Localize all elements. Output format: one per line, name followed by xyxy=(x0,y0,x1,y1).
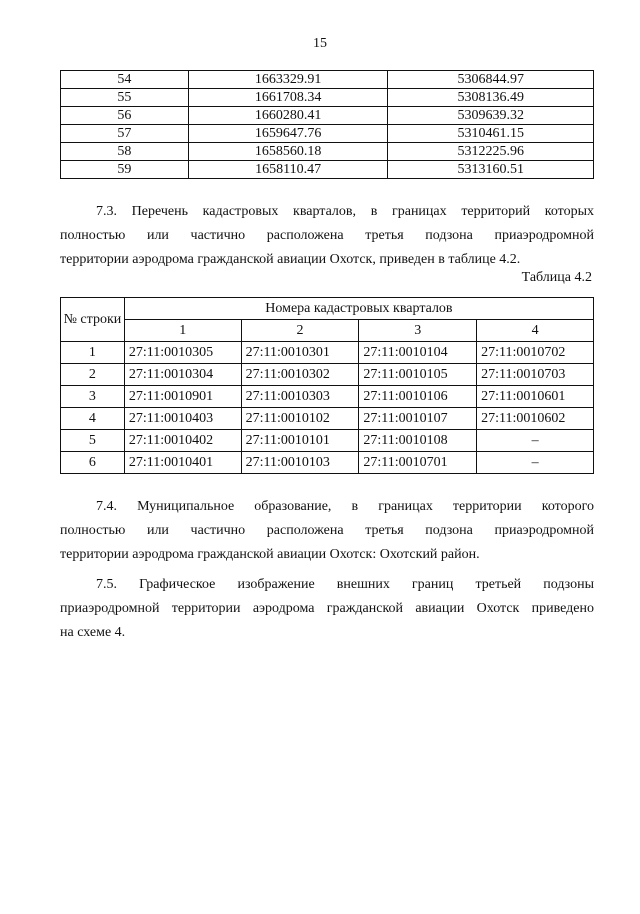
table-cell: 3 xyxy=(61,386,125,408)
table-cell: 1661708.34 xyxy=(188,89,388,107)
table-cell: 27:11:0010303 xyxy=(241,386,359,408)
table-cell: 58 xyxy=(61,143,189,161)
paragraph-line: полностью или частично расположена третья подзона приаэродромной xyxy=(60,523,594,538)
table-row xyxy=(61,89,594,107)
table-row xyxy=(61,430,594,452)
table-cell: 5308136.49 xyxy=(388,89,594,107)
table-caption: Таблица 4.2 xyxy=(521,270,592,285)
table-row xyxy=(61,386,594,408)
table-cell: 1658560.18 xyxy=(188,143,388,161)
table-row xyxy=(61,125,594,143)
paragraph-line: территории аэродрома гражданской авиации Охотск: Охотский район. xyxy=(60,547,480,562)
column-number: 1 xyxy=(124,320,241,342)
table-cell: 2 xyxy=(61,364,125,386)
table-cell: 27:11:0010305 xyxy=(124,342,241,364)
table-cell: 5 xyxy=(61,430,125,452)
table-cell: 27:11:0010602 xyxy=(477,408,594,430)
table-cell: 27:11:0010101 xyxy=(241,430,359,452)
cadastral-quarters-table xyxy=(60,297,594,474)
table-cell: 27:11:0010302 xyxy=(241,364,359,386)
column-number: 4 xyxy=(477,320,594,342)
table-cell: 56 xyxy=(61,107,189,125)
paragraph-line: 7.5. Графическое изображение внешних границ третьей подзоны xyxy=(96,577,594,592)
table-cell: 27:11:0010107 xyxy=(359,408,477,430)
paragraph-line: на схеме 4. xyxy=(60,625,126,640)
table-cell: 1658110.47 xyxy=(188,161,388,179)
cadastral-numbers-header: Номера кадастровых кварталов xyxy=(124,298,593,320)
table-row xyxy=(61,107,594,125)
table-header-row xyxy=(61,320,594,342)
coordinates-table xyxy=(60,70,594,179)
table-cell: 27:11:0010106 xyxy=(359,386,477,408)
table-cell: 27:11:0010104 xyxy=(359,342,477,364)
table-cell: 5312225.96 xyxy=(388,143,594,161)
table-cell: 5313160.51 xyxy=(388,161,594,179)
table-row xyxy=(61,408,594,430)
paragraph-line: приаэродромной территории аэродрома гражданской авиации Охотск приведено xyxy=(60,601,594,616)
table-cell: 27:11:0010403 xyxy=(124,408,241,430)
table-cell: – xyxy=(477,430,594,452)
table-cell: 27:11:0010901 xyxy=(124,386,241,408)
table-cell: 4 xyxy=(61,408,125,430)
paragraph-line: 7.3. Перечень кадастровых кварталов, в границах территорий которых xyxy=(96,204,594,219)
column-number: 3 xyxy=(359,320,477,342)
table-cell: 27:11:0010103 xyxy=(241,452,359,474)
table-cell: 27:11:0010108 xyxy=(359,430,477,452)
table-row xyxy=(61,71,594,89)
table-cell: 27:11:0010401 xyxy=(124,452,241,474)
row-number-header: № строки xyxy=(61,298,125,342)
table-cell: 27:11:0010601 xyxy=(477,386,594,408)
table-row xyxy=(61,161,594,179)
table-cell: 1 xyxy=(61,342,125,364)
paragraph-7-3 xyxy=(60,200,594,272)
table-cell: 1659647.76 xyxy=(188,125,388,143)
table-cell: 6 xyxy=(61,452,125,474)
table-cell: 1660280.41 xyxy=(188,107,388,125)
table-cell: 59 xyxy=(61,161,189,179)
table-cell: 27:11:0010402 xyxy=(124,430,241,452)
paragraph-7-5 xyxy=(60,573,594,645)
page-number: 15 xyxy=(313,36,327,51)
table-cell: – xyxy=(477,452,594,474)
paragraph-7-4 xyxy=(60,495,594,567)
table-header-row xyxy=(61,298,594,320)
table-cell: 27:11:0010102 xyxy=(241,408,359,430)
table-row xyxy=(61,342,594,364)
table-cell: 5310461.15 xyxy=(388,125,594,143)
column-number: 2 xyxy=(241,320,359,342)
paragraph-line: полностью или частично расположена третья подзона приаэродромной xyxy=(60,228,594,243)
table-cell: 27:11:0010301 xyxy=(241,342,359,364)
table-row xyxy=(61,364,594,386)
table-cell: 27:11:0010701 xyxy=(359,452,477,474)
table-row xyxy=(61,452,594,474)
paragraph-line: 7.4. Муниципальное образование, в границах территории которого xyxy=(96,499,594,514)
table-cell: 27:11:0010105 xyxy=(359,364,477,386)
table-cell: 27:11:0010702 xyxy=(477,342,594,364)
paragraph-line: территории аэродрома гражданской авиации Охотск, приведен в таблице 4.2. xyxy=(60,252,521,267)
table-cell: 27:11:0010703 xyxy=(477,364,594,386)
table-cell: 5309639.32 xyxy=(388,107,594,125)
table-cell: 1663329.91 xyxy=(188,71,388,89)
table-cell: 5306844.97 xyxy=(388,71,594,89)
table-cell: 55 xyxy=(61,89,189,107)
table-cell: 54 xyxy=(61,71,189,89)
table-row xyxy=(61,143,594,161)
table-cell: 57 xyxy=(61,125,189,143)
table-cell: 27:11:0010304 xyxy=(124,364,241,386)
